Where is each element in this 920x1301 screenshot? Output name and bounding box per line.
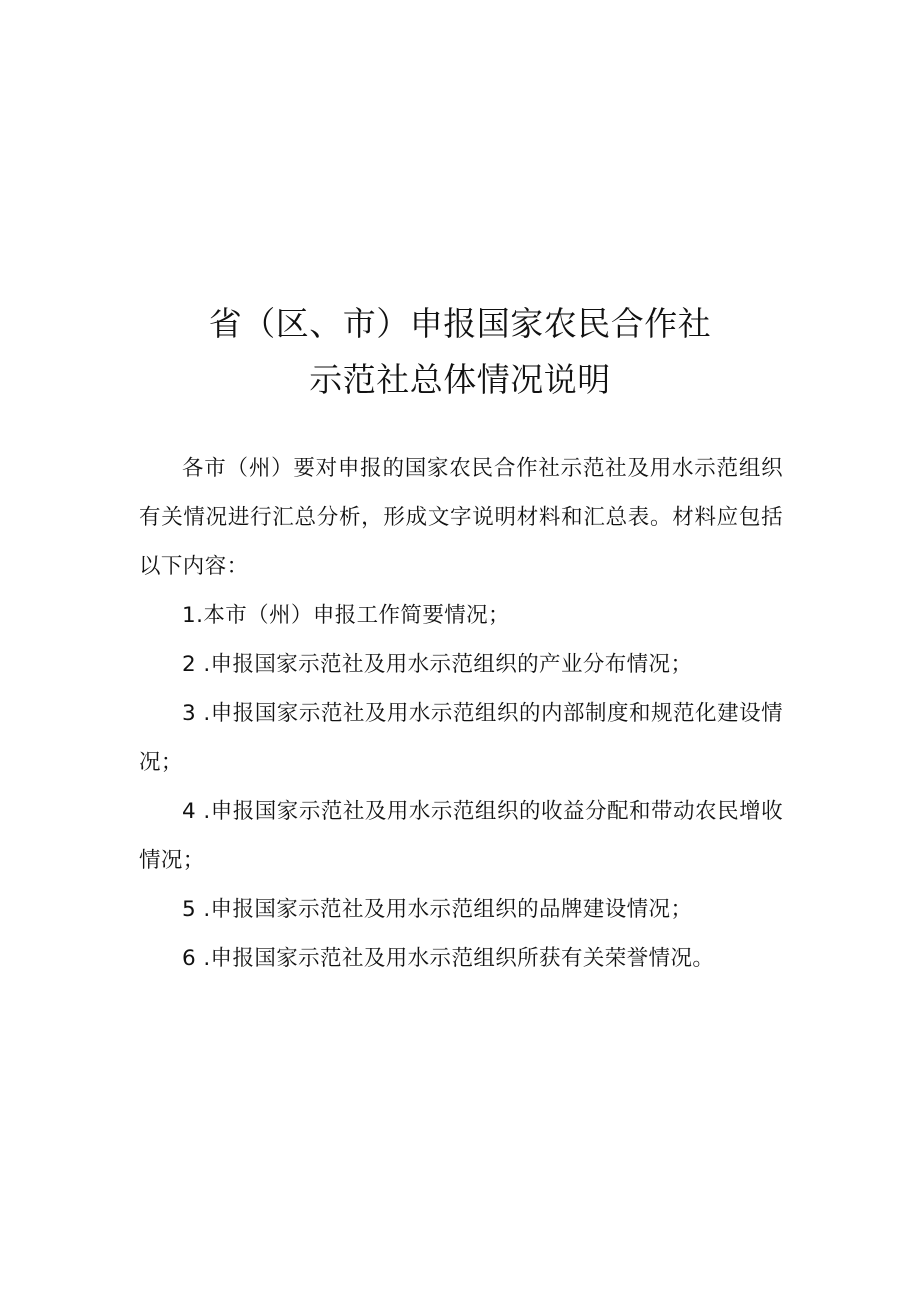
list-item-6: 6 .申报国家示范社及用水示范组织所获有关荣誉情况。 bbox=[182, 946, 715, 971]
list-item-3: 3 .申报国家示范社及用水示范组织的内部制度和规范化建设情况； bbox=[139, 701, 783, 775]
document-title-line-2: 示范社总体情况说明 bbox=[309, 360, 611, 399]
intro-paragraph: 各市（州）要对申报的国家农民合作社示范社及用水示范组织有关情况进行汇总分析，形成文字说明材料和汇总表。材料应包括以下内容： bbox=[139, 456, 783, 579]
list-item-5: 5 .申报国家示范社及用水示范组织的品牌建设情况； bbox=[182, 897, 693, 922]
document-body bbox=[139, 444, 783, 983]
list-item-1: 1.本市（州）申报工作简要情况； bbox=[182, 603, 510, 628]
document-title-line-1: 省（区、市）申报国家农民合作社 bbox=[208, 304, 712, 343]
list-item-2: 2 .申报国家示范社及用水示范组织的产业分布情况； bbox=[182, 652, 693, 677]
list-item-4: 4 .申报国家示范社及用水示范组织的收益分配和带动农民增收情况； bbox=[139, 799, 783, 873]
